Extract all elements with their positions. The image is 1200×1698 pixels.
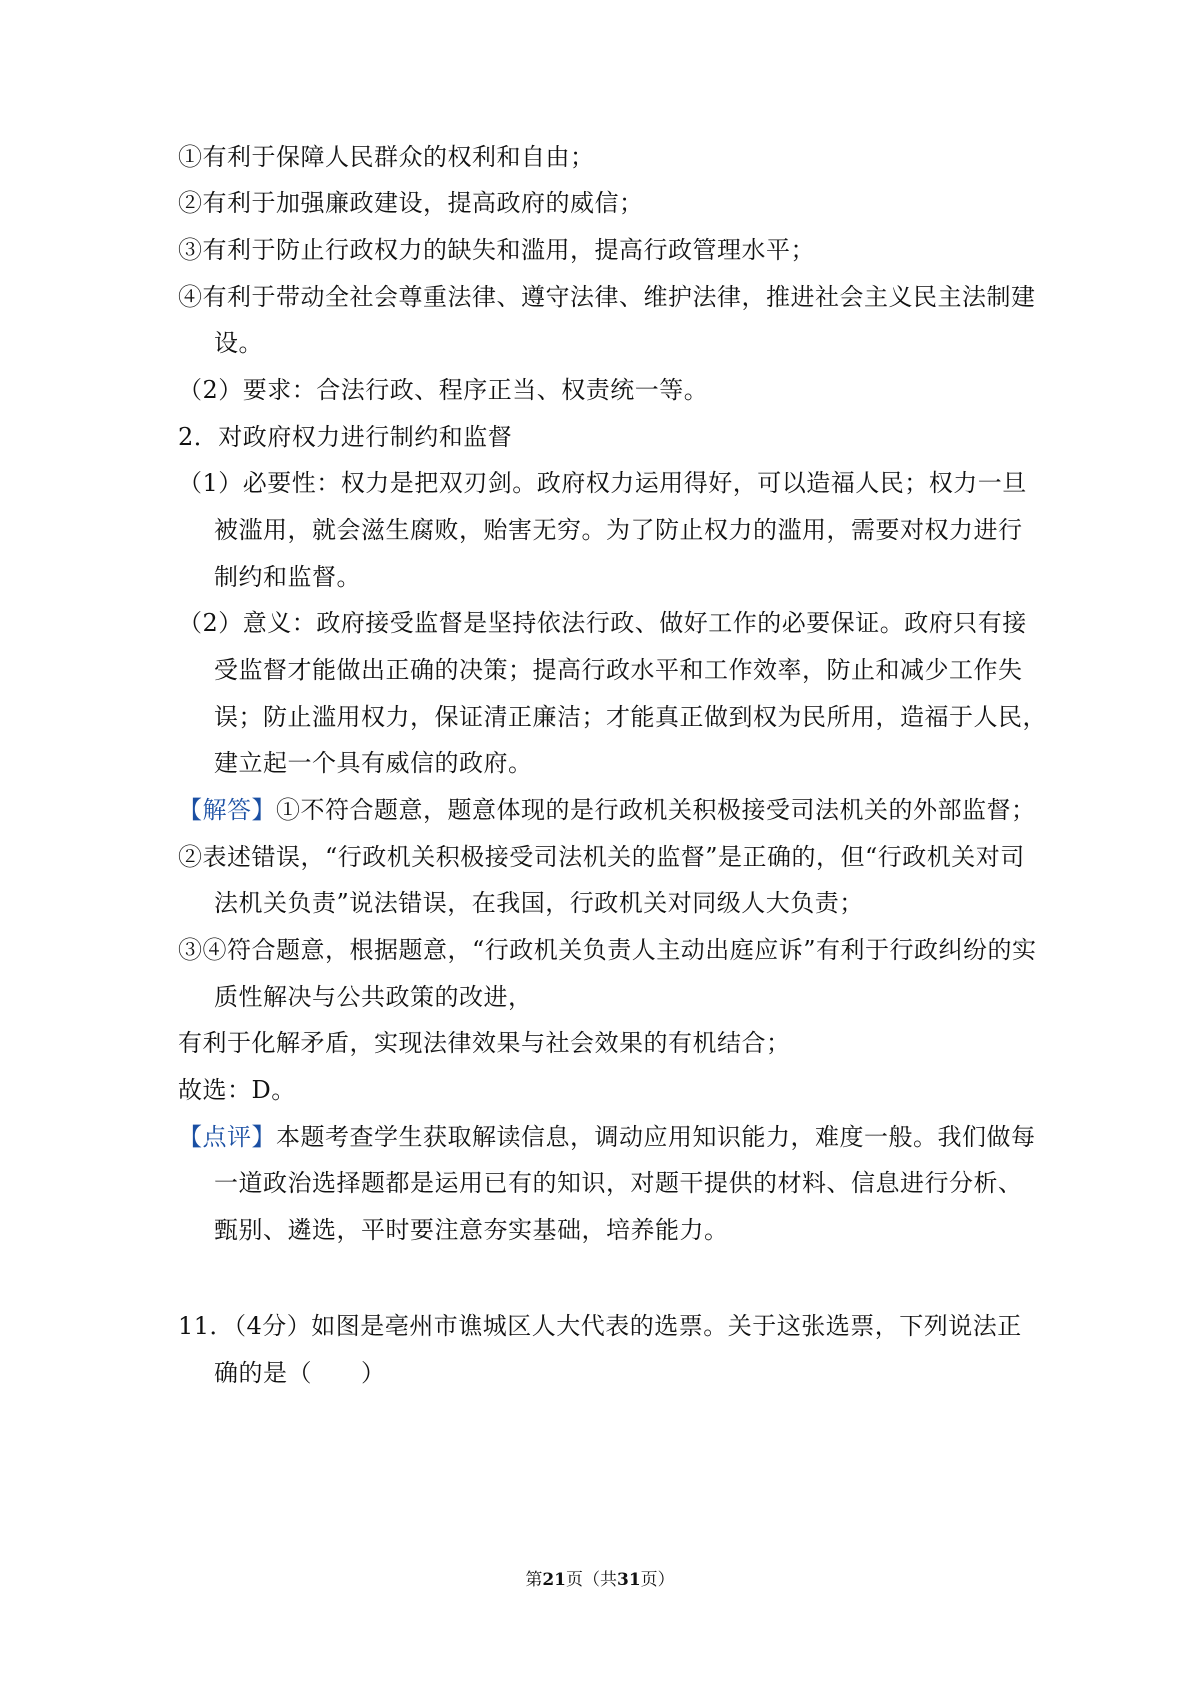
footer-suffix: 页） bbox=[640, 1570, 675, 1590]
answer-line-4: ③④符合题意，根据题意，“行政机关负责人主动出庭应诉”有利于行政纠纷的实 bbox=[178, 936, 1037, 964]
answer-line-7: 故选：D。 bbox=[178, 1076, 296, 1104]
answer-label: 【解答】 bbox=[178, 796, 276, 824]
answer-line-6: 有利于化解矛盾，实现法律效果与社会效果的有机结合； bbox=[178, 1029, 791, 1057]
answer-line-1 bbox=[178, 794, 1036, 826]
answer-line-3: 法机关负责”说法错误，在我国，行政机关对同级人大负责； bbox=[214, 889, 864, 917]
significance-line-4: 建立起一个具有威信的政府。 bbox=[214, 749, 533, 777]
necessity-line-1: （1）必要性：权力是把双刃剑。政府权力运用得好，可以造福人民；权力一旦 bbox=[178, 469, 1027, 497]
answer-text-1: ①不符合题意，题意体现的是行政机关积极接受司法机关的外部监督； bbox=[276, 796, 1036, 824]
comment-line-2: 一道政治选择题都是运用已有的知识，对题干提供的材料、信息进行分析、 bbox=[214, 1169, 1023, 1197]
list-item-4-line-2: 设。 bbox=[214, 329, 263, 357]
page-footer bbox=[0, 1568, 1200, 1592]
section-heading: 2．对政府权力进行制约和监督 bbox=[178, 423, 513, 451]
answer-line-2: ②表述错误，“行政机关积极接受司法机关的监督”是正确的，但“行政机关对司 bbox=[178, 843, 1025, 871]
footer-page-number: 21 bbox=[542, 1570, 566, 1590]
comment-label: 【点评】 bbox=[178, 1123, 276, 1151]
requirements-text: （2）要求：合法行政、程序正当、权责统一等。 bbox=[178, 376, 709, 404]
comment-line-1 bbox=[178, 1121, 1036, 1153]
comment-line-3: 甄别、遴选，平时要注意夯实基础，培养能力。 bbox=[214, 1216, 729, 1244]
question-line-2: 确的是（ ） bbox=[214, 1359, 386, 1387]
list-item-2: ②有利于加强廉政建设，提高政府的威信； bbox=[178, 189, 644, 217]
list-item-3: ③有利于防止行政权力的缺失和滥用，提高行政管理水平； bbox=[178, 236, 815, 264]
comment-text-1: 本题考查学生获取解读信息，调动应用知识能力，难度一般。我们做每 bbox=[276, 1123, 1036, 1151]
footer-middle: 页（共 bbox=[566, 1570, 617, 1590]
significance-line-2: 受监督才能做出正确的决策；提高行政水平和工作效率，防止和减少工作失 bbox=[214, 656, 1023, 684]
footer-total-pages: 31 bbox=[617, 1570, 641, 1590]
footer-prefix: 第 bbox=[525, 1570, 543, 1590]
significance-line-1: （2）意义：政府接受监督是坚持依法行政、做好工作的必要保证。政府只有接 bbox=[178, 609, 1027, 637]
necessity-line-2: 被滥用，就会滋生腐败，贻害无穷。为了防止权力的滥用，需要对权力进行 bbox=[214, 516, 1023, 544]
significance-line-3: 误；防止滥用权力，保证清正廉洁；才能真正做到权为民所用，造福于人民， bbox=[214, 703, 1047, 731]
question-line-1: 11．（4分）如图是亳州市谯城区人大代表的选票。关于这张选票，下列说法正 bbox=[178, 1312, 1022, 1340]
answer-line-5: 质性解决与公共政策的改进， bbox=[214, 983, 533, 1011]
necessity-line-3: 制约和监督。 bbox=[214, 563, 361, 591]
list-item-1: ①有利于保障人民群众的权利和自由； bbox=[178, 143, 595, 171]
list-item-4-line-1: ④有利于带动全社会尊重法律、遵守法律、维护法律，推进社会主义民主法制建 bbox=[178, 283, 1036, 311]
